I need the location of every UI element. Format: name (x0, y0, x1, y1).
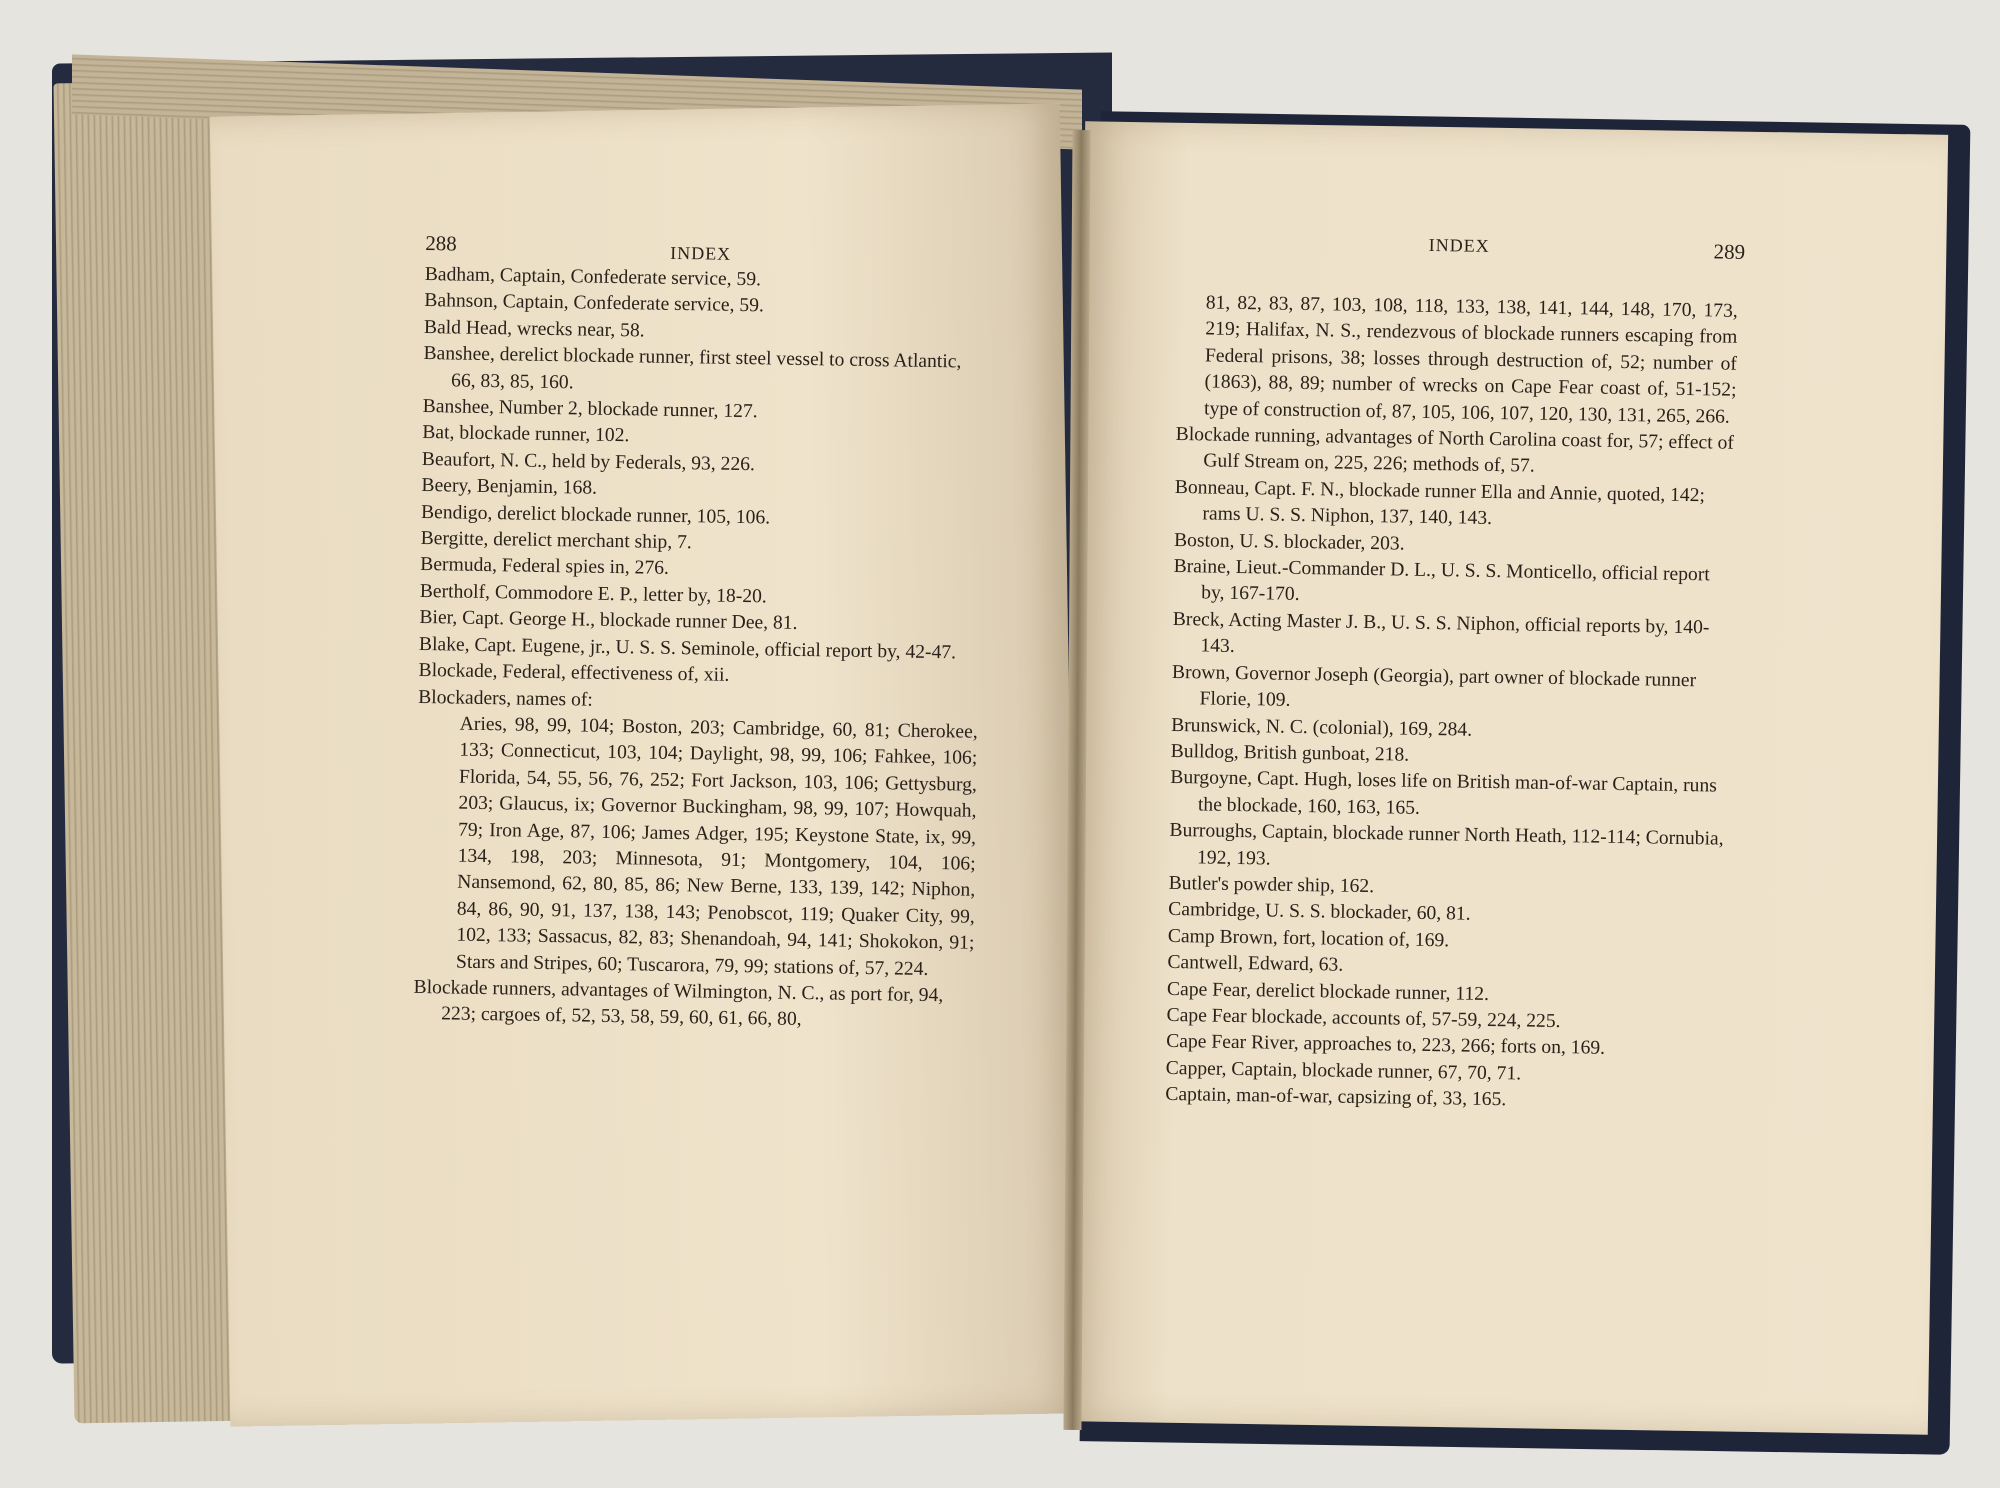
index-entry: Braine, Lieut.-Commander D. L., U. S. S. Monticello, official report by, 167-170. (1173, 556, 1710, 606)
index-entry: Captain, man-of-war, capsizing of, 33, 165. (1165, 1084, 1507, 1111)
index-entry: Blake, Capt. Eugene, jr., U. S. S. Seminole, official report by, 42-47. (418, 633, 957, 664)
blockaders-list: Aries, 98, 99, 104; Boston, 203; Cambridge, 60, 81; Cherokee, 133; Connecticut, 103, 104; Daylight, 98, 99, 106; Fahkee, 106; Florida, 54, 55, 56, 76, 252; Fort Jackson, 103, 106; Gettysburg, 203; Glaucus, ix; Governor Buckingham, 98, 99, 107; Howquah, 79; Iron Age, 87, 106; James Adger, 195; Keystone State, ix, 99, 134, 198, 203; Minnesota, 91; Montgomery, 104, 106; Nansemond, 62, 80, 85, 86; New Berne, 133, 139, 142; Niphon, 84, 86, 90, 91, 137, 138, 143; Penobscot, 119; Quaker City, 99, 102, 133; Sassacus, 82, 83; Shenandoah, 94, 141; Shokokon, 91; Stars and Stripes, 60; Tuscarora, 79, 99; stations of, 57, 224. (455, 713, 978, 980)
index-entry: Bendigo, derelict blockade runner, 105, 106. (420, 501, 771, 529)
page-number-right: 289 (1713, 239, 1746, 264)
running-head-left: INDEX (670, 242, 732, 264)
index-entry: Cape Fear, derelict blockade runner, 112. (1166, 978, 1490, 1005)
index-entry: Cambridge, U. S. S. blockader, 60, 81. (1168, 899, 1471, 926)
index-entry: Bergitte, derelict merchant ship, 7. (420, 528, 692, 554)
index-entry: Bier, Capt. George H., blockade runner Dee, 81. (419, 607, 798, 635)
index-entry: Camp Brown, fort, location of, 169. (1167, 925, 1450, 952)
index-entry: Bald Head, wrecks near, 58. (423, 316, 645, 342)
index-entry: Bermuda, Federal spies in, 276. (420, 554, 670, 580)
index-entry: Breck, Acting Master J. B., U. S. S. Niphon, official reports by, 140-143. (1172, 608, 1710, 658)
index-entry: Brown, Governor Joseph (Georgia), part owner of blockade runner Florie, 109. (1171, 661, 1697, 711)
index-entry: Bertholf, Commodore E. P., letter by, 18-20. (419, 580, 767, 608)
index-entry: Boston, U. S. blockader, 203. (1173, 529, 1405, 555)
index-entry: Beery, Benjamin, 168. (421, 475, 598, 499)
index-entry: Bulldog, British gunboat, 218. (1170, 740, 1410, 766)
index-entry: Capper, Captain, blockade runner, 67, 70, 71. (1165, 1057, 1522, 1085)
index-entry: Cantwell, Edward, 63. (1167, 952, 1344, 976)
continued-entry: 81, 82, 83, 87, 103, 108, 118, 133, 138, 141, 144, 148, 170, 173, 219; Halifax, N. S., rendezvous of blockade runners escaping from Federal prisons, 38; losses through destruction of, 52; number of (1863), 88, 89; number of wrecks on Cape Fear coast of, 51-152; type of construction of, 87, 105, 106, 107, 120, 130, 131, 265, 266. (1203, 292, 1738, 428)
index-entry: Burgoyne, Capt. Hugh, loses life on British man-of-war Captain, runs the blockade, 160, 163, 165. (1170, 767, 1717, 819)
index-entry: Burroughs, Captain, blockade runner North Heath, 112-114; Cornubia, 192, 193. (1169, 820, 1724, 870)
index-entry: Brunswick, N. C. (colonial), 169, 284. (1171, 714, 1473, 741)
index-entry: Bonneau, Capt. F. N., blockade runner Ella and Annie, quoted, 142; rams U. S. S. Niphon, 137, 140, 143. (1174, 476, 1706, 530)
index-entry: Cape Fear River, approaches to, 223, 266; forts on, 169. (1166, 1031, 1606, 1060)
index-entry: Blockaders, names of: (418, 686, 593, 711)
index-entry: Beaufort, N. C., held by Federals, 93, 226. (421, 448, 756, 476)
index-entry: Badham, Captain, Confederate service, 59. (424, 263, 762, 291)
left-page-text (413, 231, 985, 1036)
page-number-left: 288 (425, 231, 457, 256)
index-entry: Bahnson, Captain, Confederate service, 59. (424, 290, 765, 317)
right-page-text (1165, 234, 1746, 1117)
index-entry: Banshee, derelict blockade runner, first steel vessel to cross Atlantic, 66, 83, 85, 160. (423, 343, 962, 393)
index-entry: Cape Fear blockade, accounts of, 57-59, 224, 225. (1166, 1004, 1561, 1033)
index-entry: Blockade runners, advantages of Wilmington, N. C., as port for, 94, 223; cargoes of, 52, 53, 58, 59, 60, 61, 66, 80, (413, 976, 944, 1031)
index-entry: Bat, blockade runner, 102. (422, 422, 630, 447)
index-entry: Blockade running, advantages of North Carolina coast for, 57; effect of Gulf Stream on, 225, 226; methods of, 57. (1175, 424, 1735, 478)
index-entry: Butler's powder ship, 162. (1168, 872, 1375, 898)
running-head-right: INDEX (1428, 234, 1490, 256)
index-entry: Banshee, Number 2, blockade runner, 127. (422, 396, 758, 423)
index-entry: Blockade, Federal, effectiveness of, xii. (418, 660, 730, 686)
